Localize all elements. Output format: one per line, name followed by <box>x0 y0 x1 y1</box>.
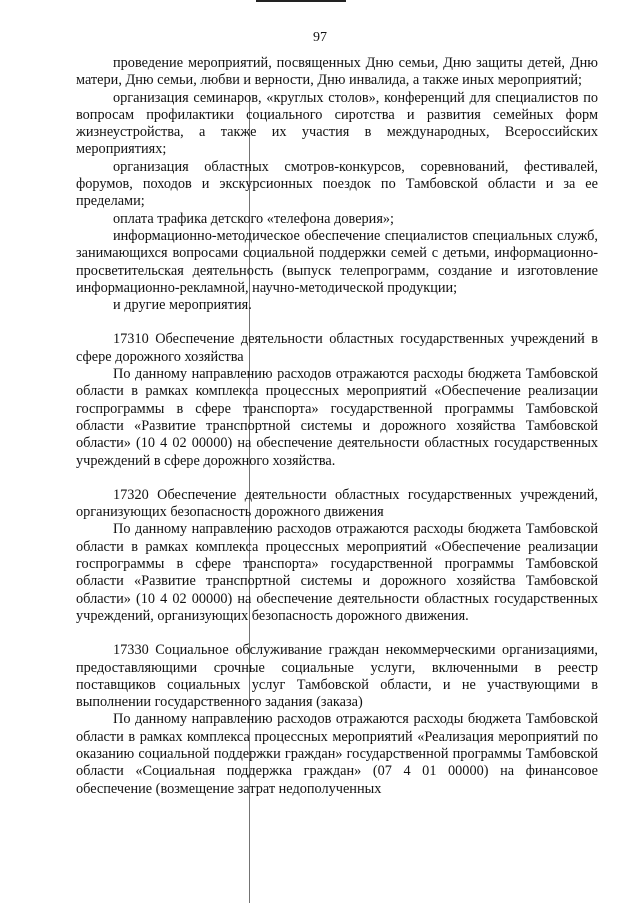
list-item: организация семинаров, «круглых столов», конференций для специалистов по вопросам профилактики социального сиротства и развития семейных форм жизнеустройства, а также их участия в международных, Всероссийских мероприятиях; <box>76 89 598 158</box>
section-body: По данному направлению расходов отражаются расходы бюджета Тамбовской области в рамках комплекса процессных мероприятий «Обеспечение реализации госпрограммы в сфере транспорта» государственной программы Тамбовской области «Развитие транспортной системы и дорожного хозяйства Тамбовской области» (10 4 02 00000) на обеспечение деятельности областных государственных учреждений в сфере дорожного хозяйства. <box>76 366 598 469</box>
document-body <box>76 55 598 798</box>
measures-list <box>76 55 598 314</box>
list-item: и другие мероприятия. <box>113 297 252 314</box>
page-number: 97 <box>313 30 327 45</box>
section-heading: 17330 Социальное обслуживание граждан некоммерческими организациями, предоставляющими срочные социальные услуги, включенными в реестр поставщиков социальных услуг Тамбовской области, и не участвующими в выполнении государственного задания (заказа) <box>76 642 598 711</box>
top-edge-rule <box>256 0 346 2</box>
list-item: оплата трафика детского «телефона доверия»; <box>113 210 395 227</box>
list-item: информационно-методическое обеспечение специалистов специальных служб, занимающихся вопросами социальной поддержки семей с детьми, информационно-просветительская деятельность (выпуск телепрограмм, создание и изготовление информационно-рекламной, научно-методической продукции; <box>76 227 598 296</box>
section-17330 <box>76 642 598 798</box>
section-body: По данному направлению расходов отражаются расходы бюджета Тамбовской области в рамках комплекса процессных мероприятий «Обеспечение реализации госпрограммы в сфере транспорта» государственной программы Тамбовской области «Развитие транспортной системы и дорожного хозяйства Тамбовской области» (10 4 02 00000) на обеспечение деятельности областных государственных учреждений, организующих безопасность дорожного движения. <box>76 521 598 624</box>
section-heading: 17320 Обеспечение деятельности областных государственных учреждений, организующих безопасность дорожного движения <box>76 486 598 521</box>
section-heading: 17310 Обеспечение деятельности областных государственных учреждений в сфере дорожного хозяйства <box>76 331 598 365</box>
list-item: проведение мероприятий, посвященных Дню семьи, Дню защиты детей, Дню матери, Дню семьи, любви и верности, Дню инвалида, а также иных мероприятий; <box>76 55 598 89</box>
section-17310 <box>76 331 598 469</box>
section-body: По данному направлению расходов отражаются расходы бюджета Тамбовской области в рамках комплекса процессных мероприятий «Реализация мероприятий по оказанию социальной поддержки граждан» государственной программы Тамбовской области «Социальная поддержка граждан» (07 4 01 00000) на финансовое обеспечение (возмещение затрат недополученных <box>76 711 598 797</box>
section-17320 <box>76 487 598 625</box>
list-item: организация областных смотров-конкурсов, соревнований, фестивалей, форумов, походов и экскурсионных поездок по Тамбовской области и за ее пределами; <box>76 158 598 210</box>
